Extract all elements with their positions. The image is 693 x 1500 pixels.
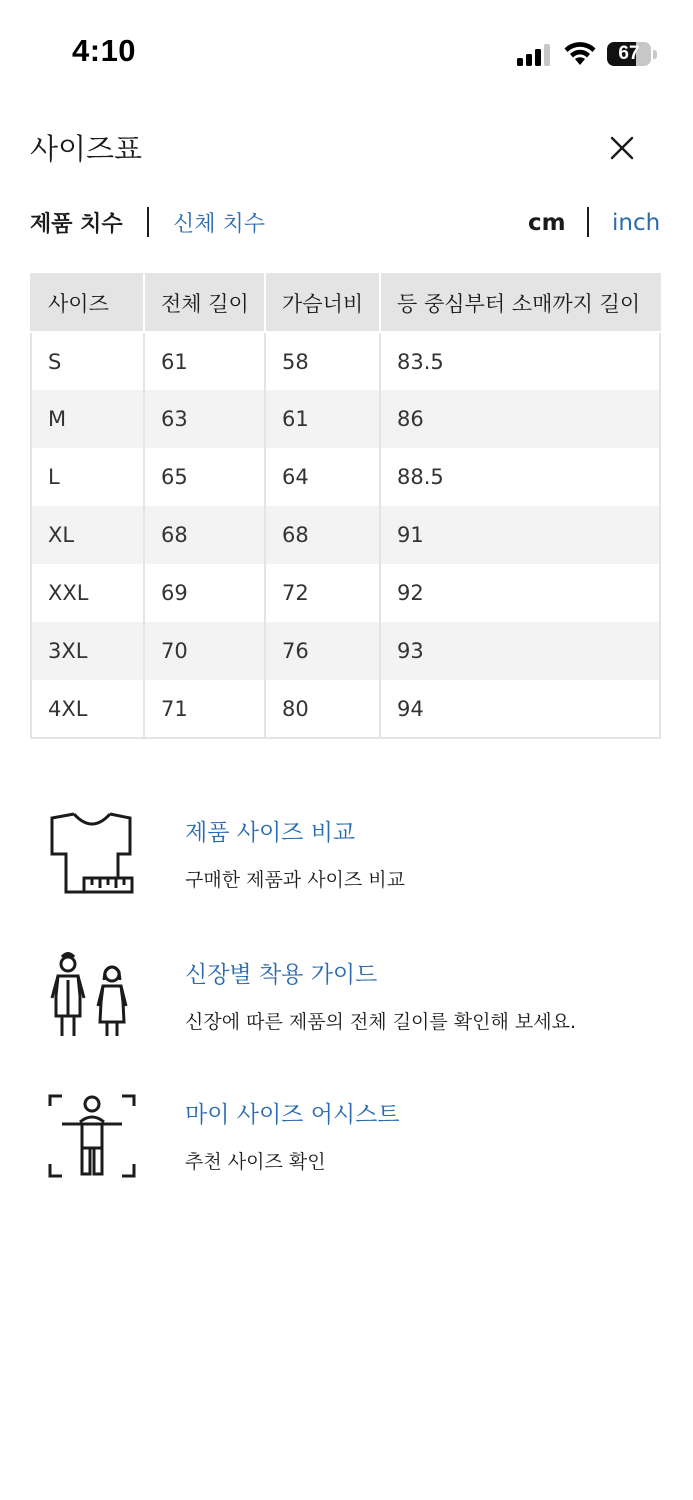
- cell-sleeve-length: 91: [380, 506, 660, 564]
- cell-size: S: [31, 332, 144, 390]
- table-row: [31, 390, 660, 448]
- guide-product-size-compare[interactable]: [0, 808, 693, 918]
- close-icon[interactable]: [604, 130, 640, 166]
- table-row: [31, 564, 660, 622]
- cell-total-length: 68: [144, 506, 265, 564]
- guide-description: 추천 사이즈 확인: [185, 1151, 326, 1173]
- guide-my-size-assist[interactable]: [0, 1090, 693, 1200]
- header-chest-width: 가슴너비: [265, 274, 380, 332]
- guide-title[interactable]: 마이 사이즈 어시스트: [185, 1102, 400, 1128]
- cell-total-length: 70: [144, 622, 265, 680]
- cell-size: 3XL: [31, 622, 144, 680]
- wifi-icon: [563, 40, 597, 66]
- two-people-icon: [46, 950, 138, 1040]
- guide-title[interactable]: 제품 사이즈 비교: [185, 820, 356, 846]
- unit-divider: [587, 207, 589, 237]
- cell-chest-width: 68: [265, 506, 380, 564]
- guide-description: 구매한 제품과 사이즈 비교: [185, 869, 406, 891]
- cell-chest-width: 58: [265, 332, 380, 390]
- unit-inch-toggle[interactable]: inch: [612, 210, 661, 236]
- cell-total-length: 69: [144, 564, 265, 622]
- table-row: [31, 622, 660, 680]
- cell-sleeve-length: 83.5: [380, 332, 660, 390]
- tab-body-measurements[interactable]: 신체 치수: [173, 212, 266, 237]
- cell-total-length: 61: [144, 332, 265, 390]
- status-time: 4:10: [72, 33, 137, 68]
- cell-total-length: 65: [144, 448, 265, 506]
- cell-size: XXL: [31, 564, 144, 622]
- cell-size: 4XL: [31, 680, 144, 738]
- cell-sleeve-length: 94: [380, 680, 660, 738]
- cell-size: M: [31, 390, 144, 448]
- body-scan-icon: [46, 1090, 138, 1180]
- guide-title[interactable]: 신장별 착용 가이드: [185, 962, 378, 988]
- cell-chest-width: 61: [265, 390, 380, 448]
- header-sleeve-length: 등 중심부터 소매까지 길이: [380, 274, 660, 332]
- page-title: 사이즈표: [30, 132, 143, 166]
- table-row: [31, 448, 660, 506]
- cell-sleeve-length: 88.5: [380, 448, 660, 506]
- table-row: [31, 332, 660, 390]
- cell-chest-width: 64: [265, 448, 380, 506]
- table-row: [31, 680, 660, 738]
- status-bar: [0, 0, 693, 100]
- cell-size: XL: [31, 506, 144, 564]
- cell-chest-width: 72: [265, 564, 380, 622]
- cell-chest-width: 80: [265, 680, 380, 738]
- cell-total-length: 71: [144, 680, 265, 738]
- tab-product-measurements[interactable]: 제품 치수: [30, 212, 123, 237]
- cell-chest-width: 76: [265, 622, 380, 680]
- cellular-signal-icon: [517, 44, 553, 66]
- guide-height-fit[interactable]: [0, 950, 693, 1060]
- tshirt-ruler-icon: [46, 808, 138, 898]
- cell-sleeve-length: 86: [380, 390, 660, 448]
- table-row: [31, 506, 660, 564]
- cell-sleeve-length: 93: [380, 622, 660, 680]
- tab-divider: [147, 207, 149, 237]
- battery-icon: [607, 42, 659, 68]
- header-total-length: 전체 길이: [144, 274, 265, 332]
- cell-total-length: 63: [144, 390, 265, 448]
- guide-description: 신장에 따른 제품의 전체 길이를 확인해 보세요.: [185, 1011, 577, 1033]
- size-chart-table: [30, 273, 661, 739]
- unit-cm-toggle[interactable]: cm: [528, 210, 566, 236]
- cell-size: L: [31, 448, 144, 506]
- table-header-row: [31, 274, 660, 332]
- header-size: 사이즈: [31, 274, 144, 332]
- cell-sleeve-length: 92: [380, 564, 660, 622]
- battery-percent: 67: [618, 43, 640, 64]
